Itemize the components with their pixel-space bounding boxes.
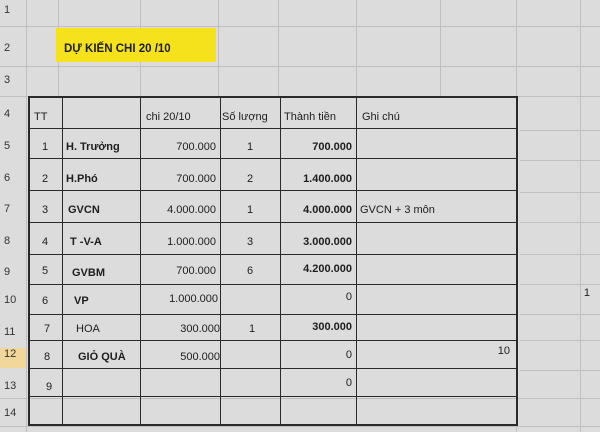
gridline: [278, 0, 279, 96]
cell-name[interactable]: GVBM: [72, 267, 105, 279]
table-border: [28, 190, 518, 191]
cell-tt[interactable]: 6: [41, 295, 49, 307]
cell-chi[interactable]: 500.000: [180, 351, 220, 363]
row-header-12[interactable]: 12: [0, 348, 26, 368]
gridline: [520, 192, 600, 193]
gridline: [356, 0, 357, 96]
header-thanh-tien[interactable]: Thành tiền: [284, 111, 336, 123]
cell-tt[interactable]: 1: [41, 141, 49, 153]
row-header-9[interactable]: 9: [4, 266, 11, 278]
row-header-6[interactable]: 6: [4, 172, 11, 184]
row-header-7[interactable]: 7: [4, 203, 11, 215]
cell-tt[interactable]: 7: [43, 323, 51, 335]
cell-tt[interactable]: 5: [41, 265, 49, 277]
cell-name[interactable]: GIỎ QUÀ: [78, 351, 126, 363]
cell-name[interactable]: GVCN: [68, 204, 100, 216]
table-border: [516, 96, 518, 426]
gridline: [520, 314, 600, 315]
cell-total[interactable]: 4.000.000: [303, 204, 352, 216]
cell-chi[interactable]: 700.000: [176, 173, 216, 185]
header-so-luong[interactable]: Số lượng: [222, 111, 268, 123]
table-border: [140, 96, 141, 426]
cell-tt[interactable]: 9: [45, 381, 53, 393]
table-border: [280, 96, 281, 426]
gridline: [520, 222, 600, 223]
row-header-2[interactable]: 2: [4, 42, 11, 54]
gridline: [0, 66, 600, 67]
cell-chi[interactable]: 300.000: [180, 323, 220, 335]
cell-note[interactable]: GVCN + 3 môn: [360, 204, 435, 216]
cell-name[interactable]: H. Trưởng: [66, 141, 120, 153]
row-header-1[interactable]: 1: [4, 4, 11, 16]
cell-name[interactable]: H.Phó: [66, 173, 98, 185]
cell-total[interactable]: 4.200.000: [303, 263, 352, 275]
header-ghi-chu[interactable]: Ghi chú: [362, 111, 400, 123]
gridline: [0, 26, 600, 27]
cell-total[interactable]: 0: [345, 377, 352, 389]
cell-chi[interactable]: 1.000.000: [167, 236, 216, 248]
table-border: [28, 128, 518, 129]
page-title: DỰ KIẾN CHI 20 /10: [64, 43, 171, 55]
gridline: [520, 160, 600, 161]
cell-qty[interactable]: 6: [246, 265, 254, 277]
cell-name[interactable]: VP: [74, 295, 89, 307]
table-border: [28, 340, 518, 341]
header-chi[interactable]: chi 20/10: [146, 111, 191, 123]
cell-name[interactable]: HOA: [76, 323, 100, 335]
gridline: [520, 130, 600, 131]
table-border: [28, 284, 518, 285]
gridline: [0, 398, 600, 399]
table-border: [28, 396, 518, 397]
gridline: [520, 254, 600, 255]
cell-qty[interactable]: 1: [246, 204, 254, 216]
cell-total[interactable]: 0: [345, 291, 352, 303]
gridline: [520, 284, 600, 285]
cell-qty[interactable]: 1: [248, 323, 256, 335]
gridline: [218, 0, 219, 96]
cell-extra-r12[interactable]: 10: [497, 345, 510, 357]
row-header-10[interactable]: 10: [4, 294, 17, 306]
cell-chi[interactable]: 1.000.000: [169, 293, 218, 305]
cell-qty[interactable]: 1: [246, 141, 254, 153]
cell-qty[interactable]: 2: [246, 173, 254, 185]
table-border: [28, 368, 518, 369]
gridline: [26, 0, 27, 432]
header-tt[interactable]: TT: [34, 111, 48, 123]
row-header-3[interactable]: 3: [4, 74, 11, 86]
row-header-14[interactable]: 14: [4, 407, 17, 419]
cell-tt[interactable]: 3: [41, 204, 49, 216]
cell-chi[interactable]: 4.000.000: [167, 204, 216, 216]
table-border: [28, 222, 518, 223]
cell-name[interactable]: T -V-A: [70, 236, 102, 248]
gridline: [0, 426, 600, 427]
cell-total[interactable]: 1.400.000: [303, 173, 352, 185]
table-border: [62, 96, 63, 426]
table-border: [28, 96, 518, 98]
row-header-13[interactable]: 13: [4, 380, 17, 392]
cell-tt[interactable]: 2: [41, 173, 49, 185]
row-header-11[interactable]: 11: [4, 326, 16, 338]
table-border: [28, 158, 518, 159]
cell-qty[interactable]: 3: [246, 236, 254, 248]
cell-total[interactable]: 0: [345, 349, 352, 361]
cell-extra-r10[interactable]: 1: [583, 287, 590, 299]
gridline: [580, 0, 581, 432]
table-border: [28, 254, 518, 255]
gridline: [520, 370, 600, 371]
row-header-5[interactable]: 5: [4, 140, 11, 152]
table-border: [28, 314, 518, 315]
cell-tt[interactable]: 4: [41, 236, 49, 248]
cell-total[interactable]: 3.000.000: [303, 236, 352, 248]
row-header-4[interactable]: 4: [4, 108, 11, 120]
cell-tt[interactable]: 8: [43, 351, 51, 363]
table-border: [356, 96, 357, 426]
cell-total[interactable]: 300.000: [312, 321, 352, 333]
row-header-8[interactable]: 8: [4, 235, 11, 247]
table-border: [28, 424, 518, 426]
cell-chi[interactable]: 700.000: [176, 265, 216, 277]
gridline: [520, 340, 600, 341]
cell-chi[interactable]: 700.000: [176, 141, 216, 153]
gridline: [440, 0, 441, 96]
cell-total[interactable]: 700.000: [312, 141, 352, 153]
